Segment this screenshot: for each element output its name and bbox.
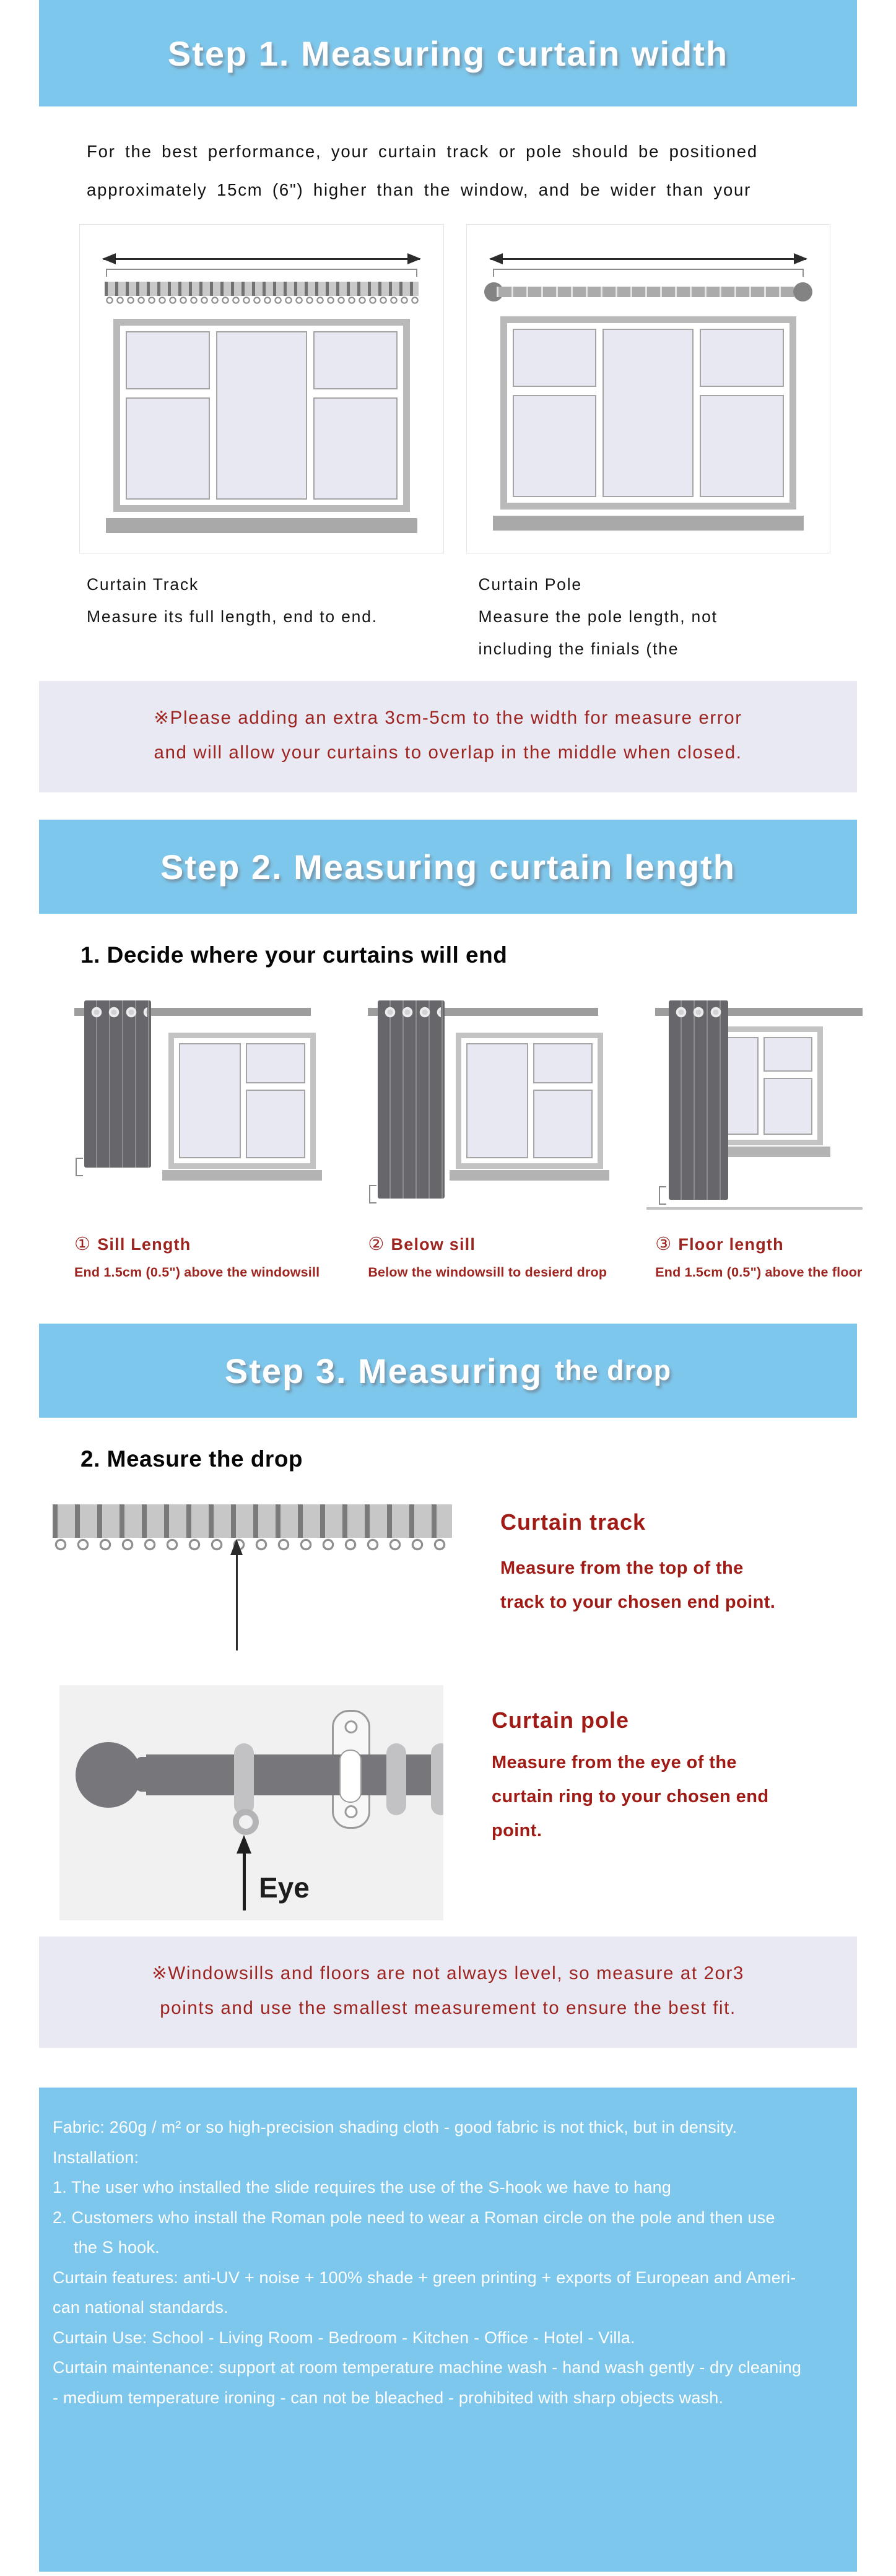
screw-hole-icon bbox=[345, 1805, 358, 1818]
grommet-strip bbox=[88, 1005, 147, 1019]
step1-intro-paragraph bbox=[87, 132, 896, 209]
window-pane bbox=[700, 395, 784, 497]
level-note-line1: ※Windowsills and floors are not always level, so measure at 2or3 bbox=[152, 1963, 744, 1984]
step2-banner bbox=[39, 820, 857, 914]
window-pane bbox=[513, 329, 597, 387]
curtain-pole-instruction-line3: point. bbox=[492, 1821, 542, 1841]
level-note bbox=[39, 1936, 857, 2048]
below-sill-title: ② Below sill bbox=[368, 1234, 476, 1254]
window-column-right bbox=[313, 331, 398, 500]
window-column bbox=[246, 1043, 305, 1158]
curtain-track-caption bbox=[87, 568, 439, 665]
width-note-line1: ※Please adding an extra 3cm-5cm to the width for measure error bbox=[154, 708, 742, 728]
measure-bracket-icon bbox=[106, 269, 417, 277]
step3-heading: 2. Measure the drop bbox=[80, 1446, 303, 1472]
window-sill bbox=[106, 518, 417, 533]
window-pane bbox=[533, 1090, 593, 1158]
up-arrow-icon bbox=[236, 1551, 238, 1650]
curtain-pole-caption bbox=[479, 568, 831, 665]
floor-length-caption bbox=[655, 1233, 862, 1280]
width-note bbox=[39, 681, 857, 792]
step1-captions bbox=[87, 568, 830, 665]
product-details-footer bbox=[39, 2088, 857, 2572]
curtain-pole-bar bbox=[487, 282, 811, 303]
sill-length-title: ① Sill Length bbox=[74, 1234, 191, 1254]
curtain-pole-caption-line2: including the finials (the bbox=[478, 640, 679, 658]
curtain-ring bbox=[234, 1743, 254, 1815]
window-illustration bbox=[500, 316, 797, 531]
curtain-panel bbox=[669, 1000, 728, 1200]
measure-bracket-icon bbox=[493, 269, 804, 277]
footer-features-line: Curtain features: anti-UV + noise + 100% shade + green printing + exports of European and Ameri- bbox=[53, 2268, 796, 2287]
window-pane bbox=[763, 1037, 812, 1072]
window-pane bbox=[763, 1078, 812, 1135]
curtain-track-bar bbox=[53, 1504, 452, 1538]
curtain-track-bar bbox=[105, 282, 419, 296]
step1-diagram-row bbox=[79, 224, 830, 553]
curtain-track-instruction-title: Curtain track bbox=[500, 1509, 646, 1535]
window-pane bbox=[179, 1043, 241, 1158]
floor-length-diagram bbox=[655, 998, 862, 1216]
width-arrow-icon bbox=[103, 258, 420, 260]
curtain-track-rings bbox=[105, 296, 419, 305]
curtain-track-diagram bbox=[79, 224, 444, 553]
curtain-pole-instructions bbox=[492, 1685, 768, 1920]
measure-end-bracket-icon bbox=[76, 1158, 83, 1176]
step3-banner bbox=[39, 1324, 857, 1418]
footer-installation-step1: 1. The user who installed the slide requires the use of the S-hook we have to hang bbox=[53, 2178, 672, 2197]
window-pane bbox=[246, 1090, 305, 1158]
window-column-left bbox=[126, 331, 210, 500]
window-pane bbox=[216, 331, 307, 500]
step3-banner-title: Step 3. Measuring bbox=[224, 1351, 543, 1390]
step2-diagram-row bbox=[74, 998, 863, 1280]
bottom-margin bbox=[0, 2572, 896, 2576]
floor-length-column bbox=[655, 998, 862, 1280]
curtain-track-caption-title: Curtain Track bbox=[87, 575, 199, 594]
curtain-track-closeup bbox=[53, 1504, 452, 1650]
window-frame bbox=[113, 319, 410, 512]
width-note-line2: and will allow your curtains to overlap in the middle when closed. bbox=[154, 742, 742, 763]
window-pane bbox=[533, 1043, 593, 1083]
pole-rod bbox=[497, 287, 801, 297]
footer-maintenance-line-cont: - medium temperature ironing - can not be bleached - prohibited with sharp objects wash. bbox=[53, 2388, 724, 2407]
window-frame bbox=[500, 316, 797, 510]
circled-3-icon: ③ bbox=[655, 1234, 672, 1254]
sill-length-diagram bbox=[74, 998, 320, 1216]
floor-length-subtitle: End 1.5cm (0.5") above the floor bbox=[655, 1265, 863, 1280]
curtain-pole-caption-line1: Measure the pole length, not bbox=[478, 607, 718, 626]
circled-1-icon: ① bbox=[74, 1234, 92, 1254]
sill-length-subtitle: End 1.5cm (0.5") above the windowsill bbox=[74, 1265, 320, 1280]
curtain-pole-instruction-line1: Measure from the eye of the bbox=[492, 1753, 737, 1772]
window-pane bbox=[313, 397, 398, 500]
floor-line bbox=[646, 1207, 862, 1210]
sill-length-column bbox=[74, 998, 320, 1280]
window-sill bbox=[162, 1170, 322, 1181]
track-drop-section bbox=[53, 1504, 896, 1650]
window-column-middle bbox=[602, 329, 694, 497]
eye-label: Eye bbox=[259, 1871, 310, 1904]
pole-drop-section bbox=[59, 1685, 896, 1920]
window-pane bbox=[313, 331, 398, 389]
footer-maintenance-line: Curtain maintenance: support at room temperature machine wash - hand wash gently - dry cleaning bbox=[53, 2358, 802, 2377]
step2-banner-title: Step 2. Measuring curtain length bbox=[160, 847, 736, 887]
pole-finial-right bbox=[793, 282, 812, 301]
window-pane bbox=[602, 329, 694, 497]
window-column bbox=[533, 1043, 593, 1158]
curtain-track-rings bbox=[53, 1538, 452, 1553]
level-note-line2: points and use the smallest measurement to ensure the best fit. bbox=[160, 1998, 736, 2018]
step1-intro-line2: approximately 15cm (6") higher than the window, and be wider than your bbox=[87, 180, 752, 199]
curtain-track-instructions bbox=[500, 1504, 775, 1650]
footer-installation-label: Installation: bbox=[53, 2148, 139, 2167]
below-sill-caption bbox=[368, 1233, 607, 1280]
grommet-strip bbox=[381, 1005, 441, 1019]
window-sill bbox=[450, 1170, 609, 1181]
window-pane bbox=[700, 329, 784, 387]
window-frame bbox=[456, 1033, 603, 1169]
window-pane bbox=[126, 397, 210, 500]
window-pane bbox=[513, 395, 597, 497]
measure-end-bracket-icon bbox=[659, 1186, 666, 1205]
below-sill-diagram bbox=[368, 998, 607, 1216]
window-column-left bbox=[513, 329, 597, 497]
width-arrow-icon bbox=[490, 258, 807, 260]
window-column-middle bbox=[216, 331, 307, 500]
step3-banner-subtitle: the drop bbox=[555, 1355, 672, 1386]
measure-end-bracket-icon bbox=[369, 1185, 376, 1203]
floor-length-title: ③ Floor length bbox=[655, 1234, 784, 1254]
footer-fabric-line: Fabric: 260g / m² or so high-precision shading cloth - good fabric is not thick, but in density. bbox=[53, 2118, 737, 2136]
window-pane bbox=[246, 1043, 305, 1083]
below-sill-column bbox=[368, 998, 607, 1280]
circled-2-icon: ② bbox=[368, 1234, 385, 1254]
window-pane bbox=[126, 331, 210, 389]
window-column-right bbox=[700, 329, 784, 497]
grommet-strip bbox=[672, 1005, 724, 1019]
pole-finial bbox=[76, 1742, 141, 1808]
window-sill bbox=[493, 516, 804, 531]
step1-banner bbox=[39, 0, 857, 106]
sill-length-caption bbox=[74, 1233, 320, 1280]
curtain-ring bbox=[386, 1743, 406, 1815]
curtain-track-caption-line: Measure its full length, end to end. bbox=[87, 607, 378, 626]
curtain-panel bbox=[378, 1000, 445, 1199]
step1-intro-line1: For the best performance, your curtain track or pole should be positioned bbox=[87, 142, 758, 161]
window-frame bbox=[168, 1033, 316, 1169]
window-column bbox=[763, 1037, 812, 1135]
eye-ring-icon bbox=[233, 1809, 259, 1835]
curtain-pole-closeup bbox=[59, 1685, 443, 1920]
step1-banner-title: Step 1. Measuring curtain width bbox=[167, 33, 729, 73]
footer-installation-step2-cont: the S hook. bbox=[74, 2238, 160, 2257]
window-illustration bbox=[113, 319, 410, 533]
curtain-pole-diagram bbox=[466, 224, 831, 553]
curtain-pole-instruction-title: Curtain pole bbox=[492, 1707, 630, 1733]
window-pane bbox=[466, 1043, 528, 1158]
screw-hole-icon bbox=[345, 1720, 358, 1733]
curtain-track-instruction-line1: Measure from the top of the bbox=[500, 1558, 744, 1578]
curtain-panel bbox=[84, 1000, 151, 1168]
footer-use-line: Curtain Use: School - Living Room - Bedroom - Kitchen - Office - Hotel - Villa. bbox=[53, 2328, 635, 2347]
curtain-pole-caption-title: Curtain Pole bbox=[478, 575, 582, 594]
curtain-pole-instruction-line2: curtain ring to your chosen end bbox=[492, 1787, 769, 1806]
footer-features-line-cont: can national standards. bbox=[53, 2298, 228, 2317]
up-arrow-icon bbox=[243, 1851, 246, 1910]
curtain-ring bbox=[431, 1743, 443, 1815]
footer-installation-step2: 2. Customers who install the Roman pole need to wear a Roman circle on the pole and then use bbox=[53, 2208, 775, 2227]
pole-bracket-slot bbox=[339, 1750, 362, 1803]
step2-heading: 1. Decide where your curtains will end bbox=[80, 942, 508, 968]
curtain-track-instruction-line2: track to your chosen end point. bbox=[500, 1592, 776, 1612]
below-sill-subtitle: Below the windowsill to desierd drop bbox=[368, 1265, 607, 1280]
